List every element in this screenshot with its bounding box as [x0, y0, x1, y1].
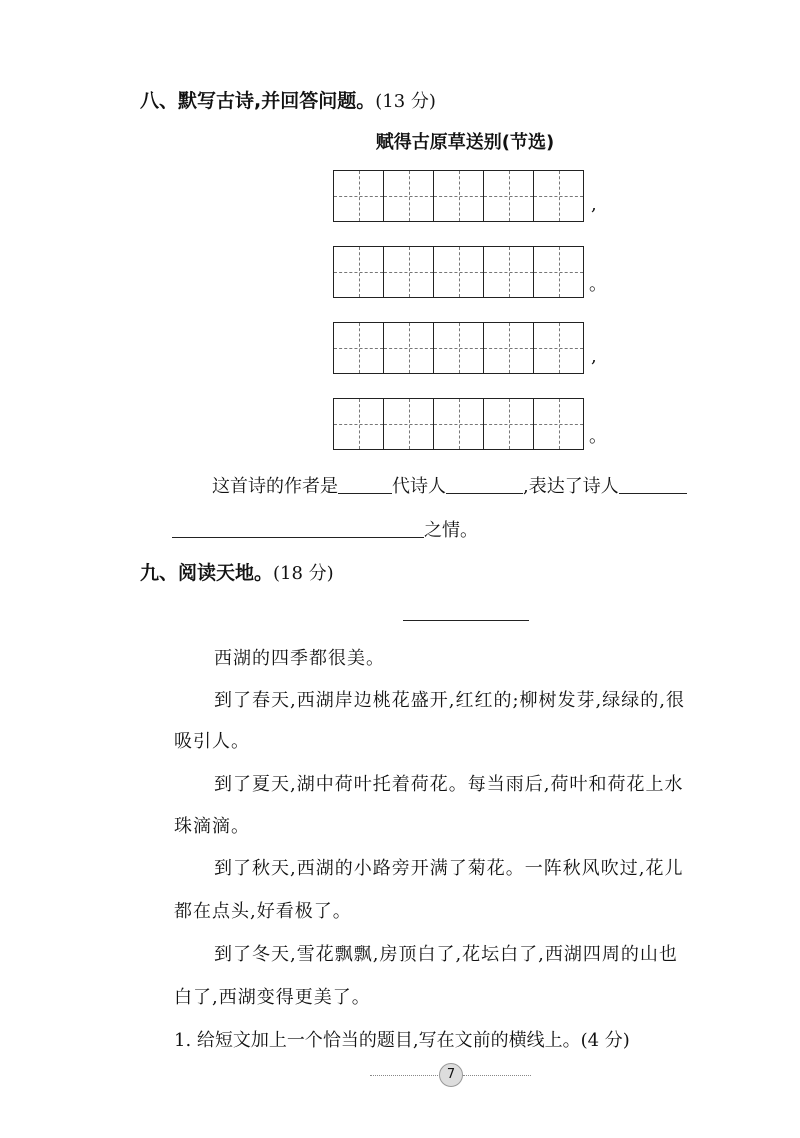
- poem-title: 赋得古原草送别(节选): [375, 132, 555, 153]
- writing-cell[interactable]: [333, 170, 384, 222]
- passage-paragraph-2-line-1: 到了春天,西湖岸边桃花盛开,红红的;柳树发芽,绿绿的,很: [214, 690, 685, 711]
- section-9-title: 九、阅读天地。: [140, 562, 274, 584]
- question-9-1: 1. 给短文加上一个恰当的题目,写在文前的横线上。(4 分): [174, 1030, 630, 1051]
- section-8-title: 八、默写古诗,并回答问题。: [140, 90, 376, 112]
- writing-cell[interactable]: [483, 398, 534, 450]
- writing-cell[interactable]: [383, 398, 434, 450]
- answer-blank-dynasty[interactable]: [338, 475, 392, 494]
- poem-line-3-grid[interactable]: [333, 322, 588, 374]
- writing-cell[interactable]: [383, 170, 434, 222]
- section-8-heading: [140, 86, 436, 113]
- section-9-points: (18 分): [273, 563, 334, 584]
- writing-cell[interactable]: [333, 398, 384, 450]
- passage-paragraph-5-line-1: 到了冬天,雪花飘飘,房顶白了,花坛白了,西湖四周的山也: [214, 944, 678, 965]
- writing-cell[interactable]: [533, 170, 584, 222]
- poem-line-4-grid[interactable]: [333, 398, 588, 450]
- answer-blank-feeling-start[interactable]: [619, 475, 687, 494]
- poem-line-2-grid[interactable]: [333, 246, 588, 298]
- answer-blank-feeling[interactable]: [172, 519, 424, 538]
- answer-blank-author[interactable]: [446, 475, 523, 494]
- footer-divider-right: [463, 1075, 531, 1076]
- passage-paragraph-2-line-2: 吸引人。: [174, 731, 250, 752]
- page-number: 7: [439, 1063, 463, 1087]
- writing-cell[interactable]: [533, 322, 584, 374]
- writing-cell[interactable]: [433, 170, 484, 222]
- question-8-line-2: [172, 516, 478, 542]
- question-8-text-3: ,表达了诗人: [523, 476, 619, 497]
- passage-paragraph-1: 西湖的四季都很美。: [214, 648, 385, 669]
- writing-cell[interactable]: [433, 322, 484, 374]
- passage-paragraph-3-line-1: 到了夏天,湖中荷叶托着荷花。每当雨后,荷叶和荷花上水: [214, 774, 684, 795]
- section-9-heading: [140, 558, 334, 585]
- writing-cell[interactable]: [483, 246, 534, 298]
- writing-cell[interactable]: [383, 246, 434, 298]
- passage-paragraph-4-line-2: 都在点头,好看极了。: [174, 901, 352, 922]
- poem-line-2-punct: 。: [589, 274, 607, 295]
- poem-line-3-punct: ,: [591, 346, 597, 367]
- writing-cell[interactable]: [333, 322, 384, 374]
- passage-paragraph-3-line-2: 珠滴滴。: [174, 816, 250, 837]
- passage-paragraph-4-line-1: 到了秋天,西湖的小路旁开满了菊花。一阵秋风吹过,花儿: [214, 858, 684, 879]
- writing-cell[interactable]: [533, 246, 584, 298]
- passage-title-blank[interactable]: [403, 620, 529, 621]
- writing-cell[interactable]: [433, 398, 484, 450]
- writing-cell[interactable]: [333, 246, 384, 298]
- writing-cell[interactable]: [383, 322, 434, 374]
- poem-line-4-punct: 。: [589, 426, 607, 447]
- poem-line-1-punct: ,: [591, 194, 597, 215]
- footer-divider-left: [370, 1075, 438, 1076]
- question-8-text-1: 这首诗的作者是: [212, 476, 338, 497]
- question-8-line-1: [212, 472, 687, 498]
- writing-cell[interactable]: [483, 322, 534, 374]
- section-8-points: (13 分): [375, 91, 436, 112]
- question-8-text-2: 代诗人: [392, 476, 446, 497]
- poem-line-1-grid[interactable]: [333, 170, 588, 222]
- passage-paragraph-5-line-2: 白了,西湖变得更美了。: [174, 987, 371, 1008]
- writing-cell[interactable]: [533, 398, 584, 450]
- question-8-text-4: 之情。: [424, 520, 478, 541]
- writing-cell[interactable]: [483, 170, 534, 222]
- writing-cell[interactable]: [433, 246, 484, 298]
